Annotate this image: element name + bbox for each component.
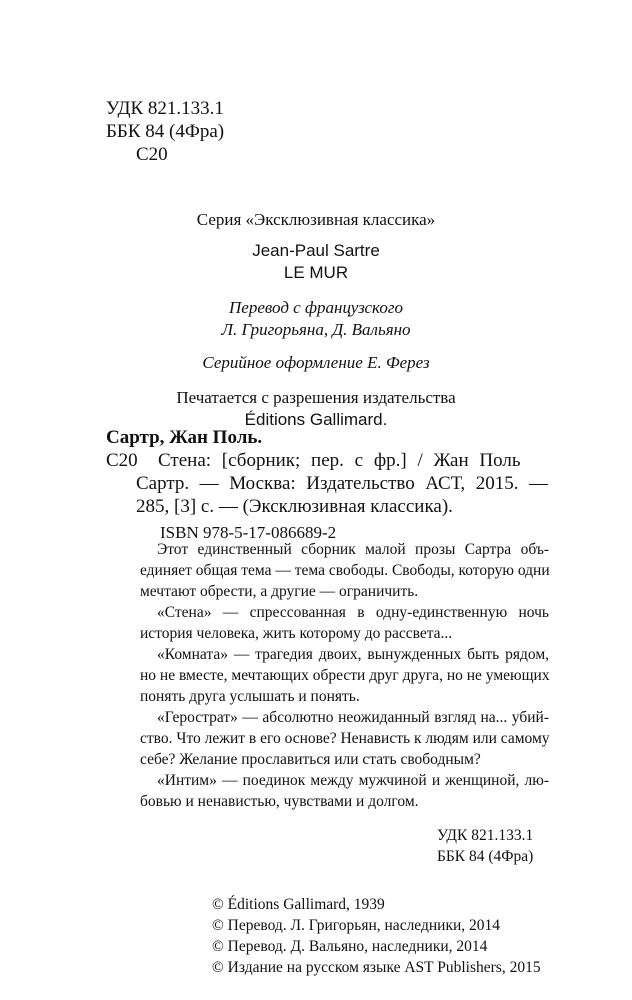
- annotation-line: себе? Желание прославиться или стать свободным?: [140, 751, 481, 768]
- annotation-line: «Интим» — поединок между мужчиной и женщиной, лю-: [157, 772, 549, 789]
- copyright-line: © Éditions Gallimard, 1939: [212, 896, 385, 913]
- copyright-line: © Перевод. Д. Вальяно, наследники, 2014: [212, 938, 488, 955]
- isbn: ISBN 978-5-17-086689-2: [160, 523, 337, 542]
- annotation-line: «Стена» — спрессованная в одну-единственную ночь: [157, 604, 549, 621]
- translation-line-2: Л. Григорьяна, Д. Вальяно: [221, 320, 411, 339]
- bib-line-1-text: Стена: [сборник; пер. с фр.] / Жан Поль: [158, 450, 521, 471]
- author-mark: С20: [136, 144, 168, 165]
- bib-line-3: 285, [3] с. — (Эксклюзивная классика).: [136, 496, 453, 517]
- annotation-line: «Комната» — трагедия двоих, вынужденных быть рядом,: [157, 646, 549, 663]
- annotation-line: ство. Что лежит в его основе? Ненависть к людям или самому: [140, 730, 550, 747]
- annotation-line: понять друга услышать и понять.: [140, 688, 360, 705]
- original-title: LE MUR: [283, 263, 349, 282]
- annotation-line: но не вместе, мечтающих обрести друг друга, но не умеющих: [140, 667, 550, 684]
- udk-code-bottom: УДК 821.133.1: [437, 827, 534, 844]
- design-credit: Серийное оформление Е. Ферез: [202, 353, 430, 372]
- bbk-code: ББК 84 (4Фра): [106, 121, 225, 142]
- annotation-line: бовью и ненавистью, чувствами и долгом.: [140, 793, 419, 810]
- series-line: Серия «Эксклюзивная классика»: [196, 210, 436, 229]
- bib-heading: Сартр, Жан Поль.: [106, 427, 263, 448]
- annotation-line: единяет общая тема — тема свободы. Свободы, которую одни: [140, 562, 550, 579]
- copyright-line: © Издание на русском языке AST Publishers, 2015: [212, 959, 541, 976]
- annotation-line: «Герострат» — абсолютно неожиданный взгляд на... убий-: [157, 709, 549, 726]
- bib-line-1: [158, 450, 548, 472]
- annotation-line: Этот единственный сборник малой прозы Сартра объ-: [157, 541, 549, 558]
- udk-code: УДК 821.133.1: [106, 98, 224, 119]
- permission-line-2: Éditions Gallimard.: [244, 410, 388, 429]
- bbk-code-bottom: ББК 84 (4Фра): [437, 848, 534, 865]
- translation-line-1: Перевод с французского: [229, 298, 403, 317]
- annotation-line: мечтают обрести, а другие — ограничить.: [140, 583, 419, 600]
- annotation-line: история человека, жить которому до рассвета...: [140, 625, 453, 642]
- bib-line-2: Сартр. — Москва: Издательство АСТ, 2015. —: [136, 473, 548, 494]
- bib-mark: С20: [106, 450, 138, 471]
- copyright-line: © Перевод. Л. Григорьян, наследники, 2014: [212, 917, 501, 934]
- permission-line-1: Печатается с разрешения издательства: [176, 388, 456, 407]
- original-author: Jean-Paul Sartre: [252, 241, 380, 260]
